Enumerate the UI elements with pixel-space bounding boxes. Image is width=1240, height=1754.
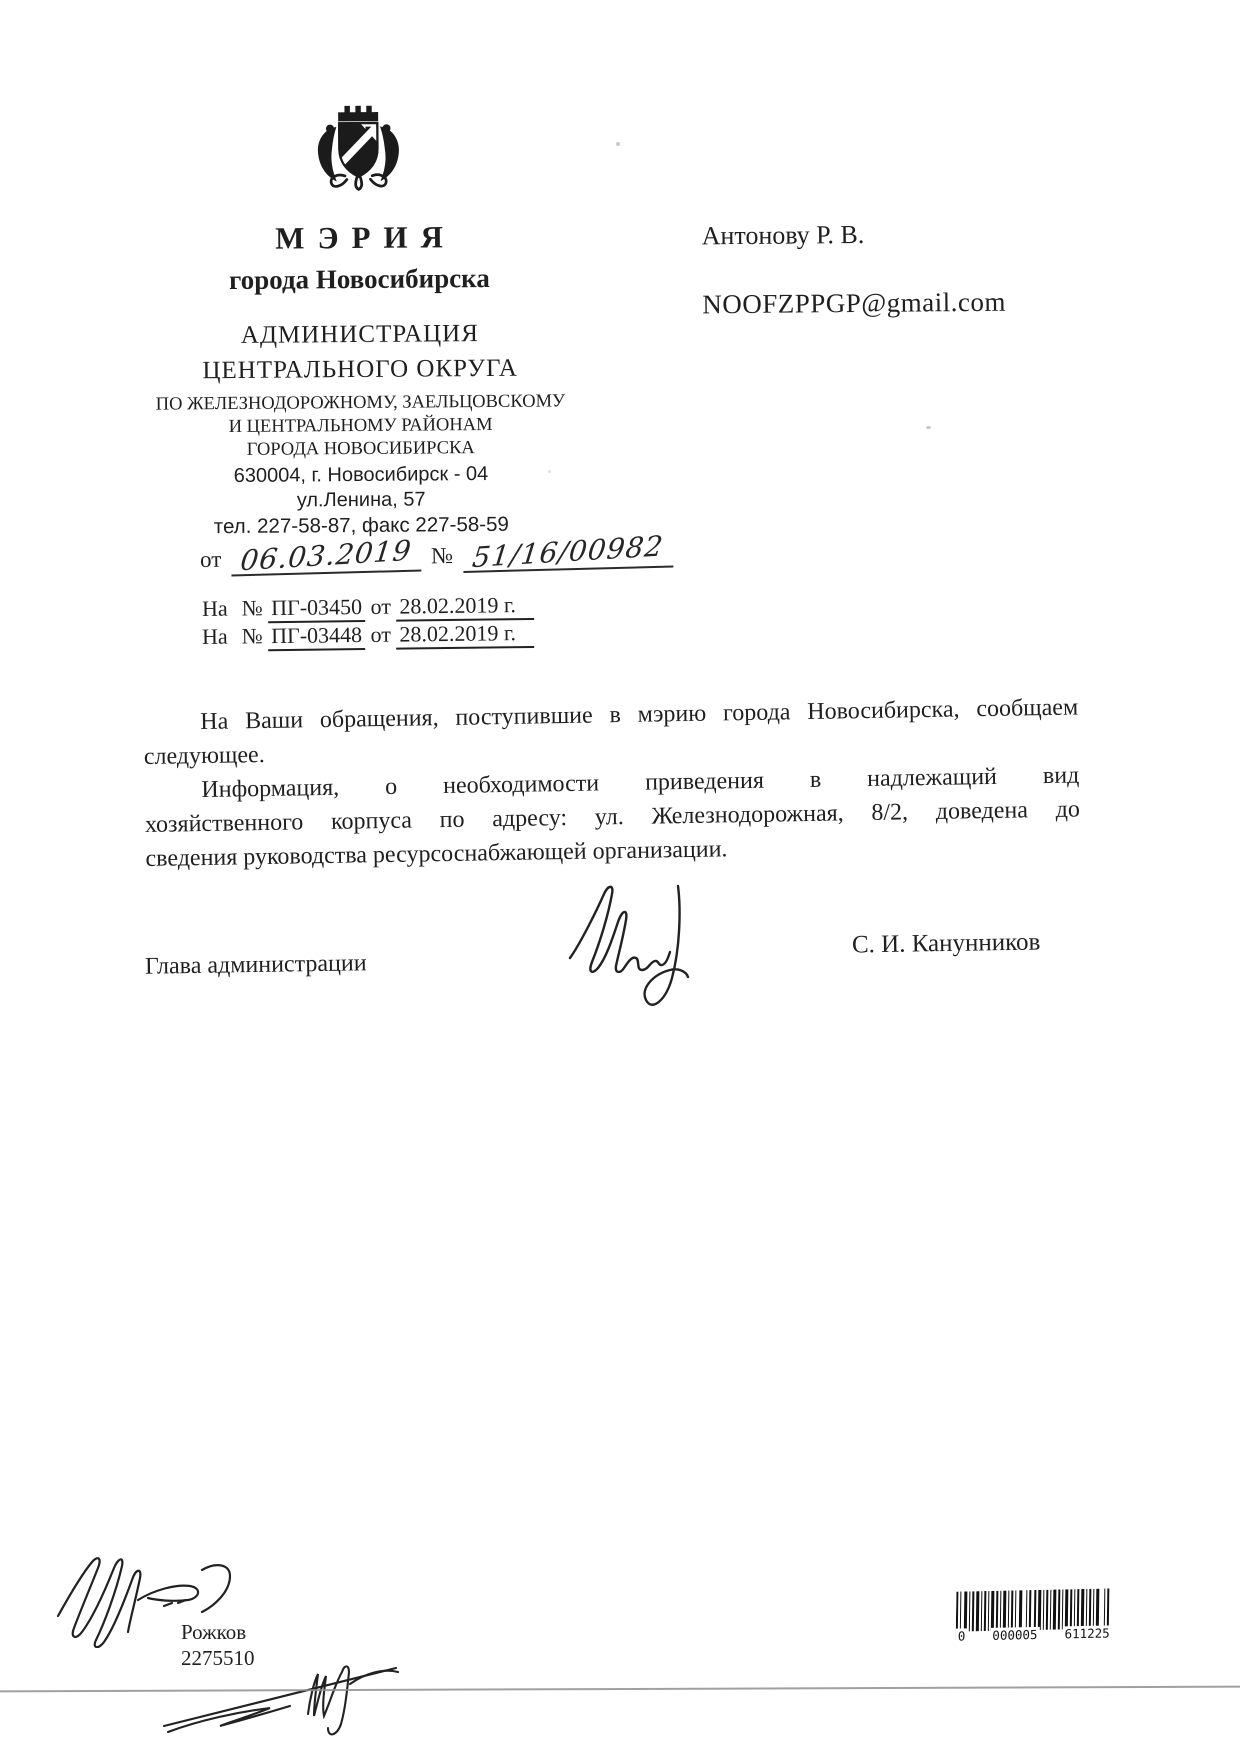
recipient-name: Антонову Р. В.	[701, 219, 865, 251]
body-line: Информация, о необходимости приведения в надлежащий вид	[201, 762, 1080, 804]
outgoing-date-field	[231, 533, 422, 578]
executor-phone: 2275510	[181, 1646, 255, 1670]
scan-speck	[616, 142, 620, 146]
org-name-line1: МЭРИЯ	[275, 219, 457, 256]
barcode-digits	[956, 1625, 1112, 1643]
outgoing-number-handwritten: 51/16/00982	[470, 529, 666, 575]
coat-of-arms-icon	[115, 96, 602, 212]
dept-line1: АДМИНИСТРАЦИЯ	[240, 320, 479, 349]
scan-speck	[548, 470, 551, 473]
address-line2: ул.Ленина, 57	[296, 488, 426, 512]
ref-from: от	[370, 621, 392, 647]
barcode-digit-group: 611225	[1064, 1625, 1110, 1642]
recipient-block	[702, 219, 1006, 321]
ref-label: На	[201, 595, 228, 621]
body-line: На Ваши обращения, поступившие в мэрию города Новосибирска, сообщаем	[200, 694, 1079, 736]
ref-date: 28.02.2019 г.	[396, 592, 534, 622]
signatory-name: С. И. Канунников	[851, 928, 1041, 959]
head-signature-handwriting	[562, 878, 712, 1018]
outgoing-prefix: от	[199, 546, 222, 572]
outgoing-date-handwritten: 06.03.2019	[238, 533, 414, 578]
phone-fax-line: тел. 227-58-87, факс 227-58-59	[213, 512, 509, 539]
outgoing-number-line	[199, 529, 677, 578]
barcode-digit-group: 0	[957, 1628, 966, 1644]
ref-number: ПГ-03450	[268, 594, 365, 623]
ref-number: ПГ-03448	[268, 622, 365, 651]
dept-line2: ЦЕНТРАЛЬНОГО ОКРУГА	[202, 354, 518, 385]
barcode-digit-group: 000005	[992, 1626, 1038, 1643]
reference-line-2	[202, 620, 534, 650]
ref-date: 28.02.2019 г.	[396, 620, 534, 650]
reference-line-1	[202, 592, 534, 622]
org-name-line2: города Новосибирска	[228, 262, 490, 296]
ref-from: от	[370, 593, 392, 619]
barcode	[956, 1588, 1113, 1643]
signatory-title: Глава администрации	[144, 950, 367, 980]
dept-line3: ПО ЖЕЛЕЗНОДОРОЖНОМУ, ЗАЕЛЬЦОВСКОМУ	[155, 391, 566, 415]
dept-line5: ГОРОДА НОВОСИБИРСКА	[246, 438, 475, 460]
ref-no-sign: №	[241, 623, 263, 649]
body-line: сведения руководства ресурсоснабжающей организации.	[145, 836, 728, 872]
scan-speck	[926, 426, 931, 429]
address-line1: 630004, г. Новосибирск - 04	[233, 462, 489, 487]
outgoing-number-sign: №	[430, 543, 454, 569]
body-line: хозяйственного корпуса по адресу: ул. Железнодорожная, 8/2, доведена до	[144, 796, 1081, 838]
outgoing-number-field	[462, 529, 673, 575]
recipient-email: NOOFZPPGP@gmail.com	[702, 286, 1007, 320]
body-line: следующее.	[143, 741, 265, 770]
ref-label: На	[201, 623, 228, 649]
dept-line4: И ЦЕНТРАЛЬНОМУ РАЙОНАМ	[228, 414, 493, 438]
secondary-signature-handwriting	[158, 1652, 408, 1742]
letter-body	[143, 690, 1081, 875]
ref-no-sign: №	[241, 595, 263, 621]
executor-name: Рожков	[181, 1620, 247, 1644]
letterhead	[115, 96, 604, 540]
